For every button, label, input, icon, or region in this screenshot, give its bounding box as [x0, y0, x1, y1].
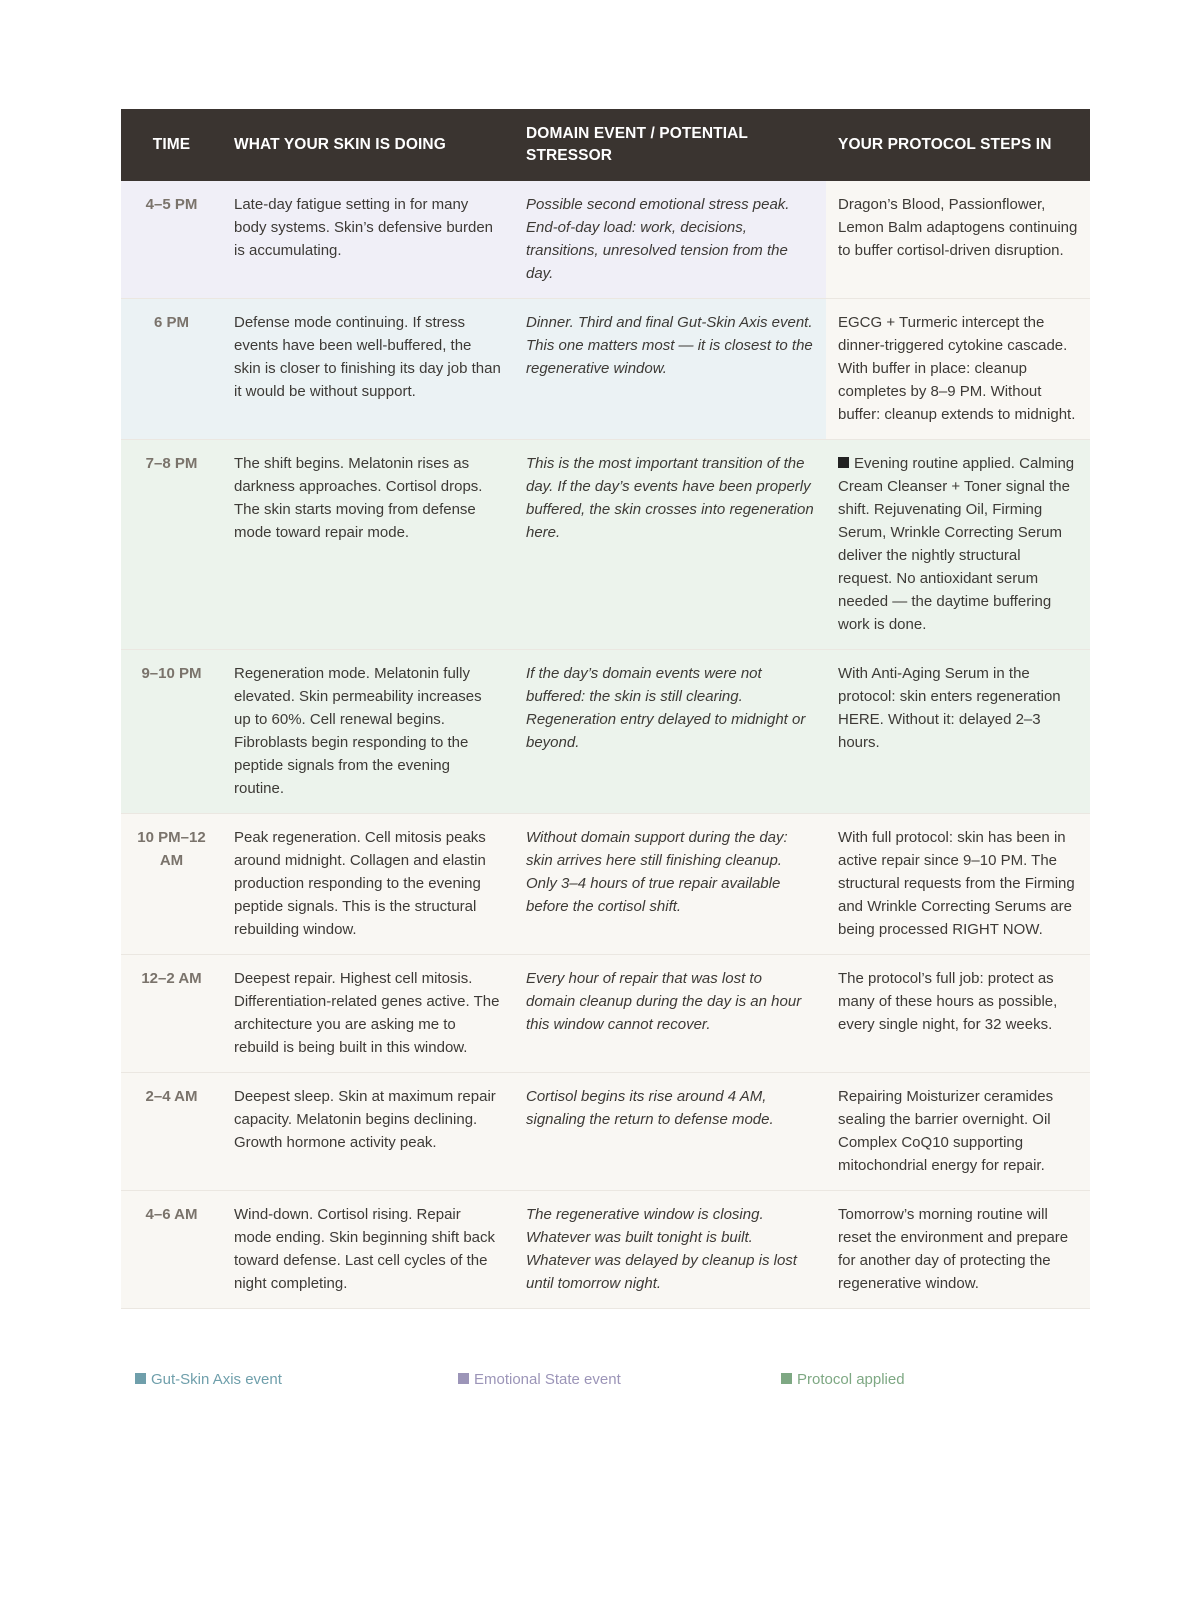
header-skin: WHAT YOUR SKIN IS DOING [222, 109, 514, 181]
row-time: 6 PM [121, 299, 222, 440]
row-skin: Defense mode continuing. If stress events have been well-buffered, the skin is closer to finishing its day job than it would be without support. [222, 299, 514, 440]
row-skin: Wind-down. Cortisol rising. Repair mode ending. Skin beginning shift back toward defense. Last cell cycles of the night completing. [222, 1191, 514, 1309]
table-row [121, 814, 1090, 955]
table-row [121, 299, 1090, 440]
header-time: TIME [121, 109, 222, 181]
table-row [121, 1191, 1090, 1309]
row-protocol: EGCG + Turmeric intercept the dinner-triggered cytokine cascade. With buffer in place: cleanup completes by 8–9 PM. Without buffer: cleanup extends to midnight. [826, 299, 1090, 440]
row-protocol: Repairing Moisturizer ceramides sealing the barrier overnight. Oil Complex CoQ10 supporting mitochondrial energy for repair. [826, 1073, 1090, 1191]
row-time: 4–6 AM [121, 1191, 222, 1309]
row-protocol: With full protocol: skin has been in active repair since 9–10 PM. The structural requests from the Firming and Wrinkle Correcting Serums are being processed RIGHT NOW. [826, 814, 1090, 955]
table-row [121, 440, 1090, 650]
row-time: 2–4 AM [121, 1073, 222, 1191]
row-protocol: Tomorrow’s morning routine will reset the environment and prepare for another day of protecting the regenerative window. [826, 1191, 1090, 1309]
row-event: Dinner. Third and final Gut-Skin Axis event. This one matters most — it is closest to the regenerative window. [514, 299, 826, 440]
square-bullet-icon [838, 457, 849, 468]
row-event: Cortisol begins its rise around 4 AM, signaling the return to defense mode. [514, 1073, 826, 1191]
row-skin: Regeneration mode. Melatonin fully elevated. Skin permeability increases up to 60%. Cell renewal begins. Fibroblasts begin responding to the peptide signals from the evening routine. [222, 650, 514, 814]
legend-label: Gut-Skin Axis event [151, 1371, 282, 1388]
row-protocol: Dragon’s Blood, Passionflower, Lemon Balm adaptogens continuing to buffer cortisol-driven disruption. [826, 181, 1090, 299]
row-skin: Peak regeneration. Cell mitosis peaks around midnight. Collagen and elastin production responding to the evening peptide signals. This is the structural rebuilding window. [222, 814, 514, 955]
table-row [121, 955, 1090, 1073]
row-protocol [826, 440, 1090, 650]
legend [135, 1371, 1095, 1391]
table-row [121, 650, 1090, 814]
row-skin: Deepest sleep. Skin at maximum repair capacity. Melatonin begins declining. Growth hormone activity peak. [222, 1073, 514, 1191]
row-event: This is the most important transition of the day. If the day’s events have been properly buffered, the skin crosses into regeneration here. [514, 440, 826, 650]
legend-label: Protocol applied [797, 1371, 905, 1388]
row-time: 9–10 PM [121, 650, 222, 814]
row-event: Every hour of repair that was lost to domain cleanup during the day is an hour this window cannot recover. [514, 955, 826, 1073]
row-time: 7–8 PM [121, 440, 222, 650]
row-event: Without domain support during the day: skin arrives here still finishing cleanup. Only 3–4 hours of true repair available before the cortisol shift. [514, 814, 826, 955]
row-skin: The shift begins. Melatonin rises as darkness approaches. Cortisol drops. The skin starts moving from defense mode toward repair mode. [222, 440, 514, 650]
legend-label: Emotional State event [474, 1371, 621, 1388]
table-row [121, 181, 1090, 299]
row-skin: Late-day fatigue setting in for many body systems. Skin’s defensive burden is accumulating. [222, 181, 514, 299]
row-event: Possible second emotional stress peak. End-of-day load: work, decisions, transitions, unresolved tension from the day. [514, 181, 826, 299]
row-event: The regenerative window is closing. Whatever was built tonight is built. Whatever was delayed by cleanup is lost until tomorrow night. [514, 1191, 826, 1309]
legend-swatch-icon [135, 1373, 146, 1384]
row-protocol-text: Evening routine applied. Calming Cream Cleanser + Toner signal the shift. Rejuvenating Oil, Firming Serum, Wrinkle Correcting Serum deliver the nightly structural request. No antioxidant serum needed — the daytime buffering work is done. [838, 455, 1075, 633]
row-protocol: The protocol’s full job: protect as many of these hours as possible, every single night, for 32 weeks. [826, 955, 1090, 1073]
row-protocol: With Anti-Aging Serum in the protocol: skin enters regeneration HERE. Without it: delayed 2–3 hours. [826, 650, 1090, 814]
header-event: DOMAIN EVENT / POTENTIAL STRESSOR [514, 109, 826, 181]
row-skin: Deepest repair. Highest cell mitosis. Differentiation-related genes active. The architecture you are asking me to rebuild is being built in this window. [222, 955, 514, 1073]
skin-timeline-table [121, 109, 1090, 1309]
row-time: 4–5 PM [121, 181, 222, 299]
skin-timeline-table-wrap [121, 109, 1090, 1309]
row-event: If the day’s domain events were not buffered: the skin is still clearing. Regeneration entry delayed to midnight or beyond. [514, 650, 826, 814]
legend-swatch-icon [458, 1373, 469, 1384]
table-body [121, 181, 1090, 1309]
table-header [121, 109, 1090, 181]
legend-swatch-icon [781, 1373, 792, 1384]
row-time: 10 PM–12 AM [121, 814, 222, 955]
header-protocol: YOUR PROTOCOL STEPS IN [826, 109, 1090, 181]
legend-item-emotional-state [458, 1371, 621, 1388]
legend-item-protocol-applied [781, 1371, 905, 1388]
legend-item-gut-skin [135, 1371, 282, 1388]
table-row [121, 1073, 1090, 1191]
row-time: 12–2 AM [121, 955, 222, 1073]
